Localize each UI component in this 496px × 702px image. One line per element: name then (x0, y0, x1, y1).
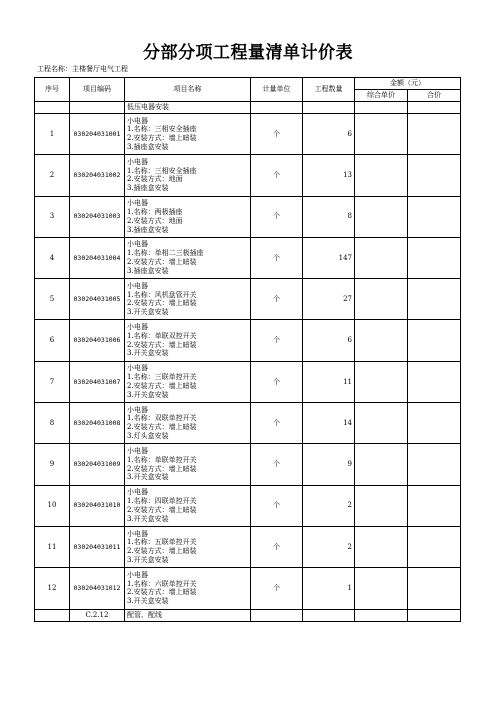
description-line: 2.安装方式：墙上暗装 (127, 505, 197, 514)
section-row-top (35, 102, 461, 114)
table-row (35, 361, 461, 402)
description-line: 3.开关盒安装 (127, 473, 169, 482)
row-unit-price (355, 485, 408, 526)
row-unit: 个 (251, 279, 303, 320)
row-seq: 6 (35, 320, 70, 361)
description-line: 1.名称：六联单控开关 (127, 579, 197, 588)
description-line: 2.安装方式：墙上暗装 (127, 423, 197, 432)
table-row (35, 485, 461, 526)
row-total (408, 320, 461, 361)
row-qty: 13 (303, 155, 355, 196)
table-row (35, 237, 461, 278)
row-code: 030204031002 (70, 155, 125, 196)
section-code: C.2.12 (70, 609, 125, 621)
description-line: 小电器 (127, 281, 148, 290)
description-line: 2.安装方式：地面 (127, 175, 183, 184)
row-unit-price (355, 196, 408, 237)
table-row (35, 526, 461, 567)
table-row (35, 279, 461, 320)
row-qty: 2 (303, 526, 355, 567)
table-row (35, 320, 461, 361)
description-line: 小电器 (127, 364, 148, 373)
description-line: 3.开关盒安装 (127, 349, 169, 358)
description-line: 小电器 (127, 405, 148, 414)
description-line: 小电器 (127, 529, 148, 538)
description-line: 1.名称：双联单控开关 (127, 414, 197, 423)
row-description (125, 444, 251, 485)
row-code: 030204031010 (70, 485, 125, 526)
row-unit: 个 (251, 155, 303, 196)
description-line: 1.名称：两极插座 (127, 207, 183, 216)
row-qty: 11 (303, 361, 355, 402)
description-line: 2.安装方式：墙上暗装 (127, 134, 197, 143)
row-unit: 个 (251, 526, 303, 567)
row-qty: 27 (303, 279, 355, 320)
section-empty (251, 609, 303, 621)
row-total (408, 526, 461, 567)
table-row (35, 444, 461, 485)
header-unit-price: 综合单价 (355, 90, 408, 102)
row-total (408, 403, 461, 444)
description-line: 3.插座盒安装 (127, 266, 169, 275)
row-description (125, 403, 251, 444)
row-description (125, 279, 251, 320)
description-line: 小电器 (127, 446, 148, 455)
section-row-bottom (35, 609, 461, 621)
page-title: 分部分项工程量清单计价表 (143, 43, 353, 63)
description-line: 小电器 (127, 323, 148, 332)
description-line: 2.安装方式：墙上暗装 (127, 381, 197, 390)
row-description (125, 320, 251, 361)
row-code: 030204031006 (70, 320, 125, 361)
section-empty (408, 609, 461, 621)
row-unit-price (355, 444, 408, 485)
row-code: 030204031005 (70, 279, 125, 320)
description-line: 3.开关盒安装 (127, 597, 169, 606)
project-name: 工程名称：主楼餐厅电气工程 (37, 65, 128, 73)
description-line: 1.名称：三联单控开关 (127, 373, 197, 382)
section-empty (355, 609, 408, 621)
row-unit-price (355, 568, 408, 609)
row-code: 030204031009 (70, 444, 125, 485)
section-name: 低压电器安装 (125, 102, 251, 114)
row-code: 030204031012 (70, 568, 125, 609)
row-code: 030204031008 (70, 403, 125, 444)
description-line: 3.开关盒安装 (127, 390, 169, 399)
row-unit: 个 (251, 485, 303, 526)
row-seq: 8 (35, 403, 70, 444)
row-unit: 个 (251, 196, 303, 237)
description-line: 小电器 (127, 240, 148, 249)
header-total: 合价 (408, 90, 461, 102)
row-seq: 10 (35, 485, 70, 526)
row-unit: 个 (251, 444, 303, 485)
row-description (125, 485, 251, 526)
row-total (408, 114, 461, 155)
description-line: 2.安装方式：地面 (127, 216, 183, 225)
row-qty: 14 (303, 403, 355, 444)
section-name: 配管、配线 (125, 609, 251, 621)
row-unit-price (355, 279, 408, 320)
table-row (35, 155, 461, 196)
description-line: 3.插座盒安装 (127, 142, 169, 151)
description-line: 小电器 (127, 116, 148, 125)
row-unit: 个 (251, 403, 303, 444)
header-code: 项目编码 (70, 78, 125, 102)
row-unit-price (355, 320, 408, 361)
row-qty: 6 (303, 320, 355, 361)
row-description (125, 568, 251, 609)
description-line: 小电器 (127, 570, 148, 579)
row-unit: 个 (251, 114, 303, 155)
row-unit: 个 (251, 361, 303, 402)
description-line: 2.安装方式：墙上暗装 (127, 588, 197, 597)
row-qty: 147 (303, 237, 355, 278)
row-qty: 1 (303, 568, 355, 609)
row-total (408, 444, 461, 485)
section-empty-seq (35, 609, 70, 621)
description-line: 1.名称：单联双控开关 (127, 331, 197, 340)
table-row (35, 403, 461, 444)
description-line: 2.安装方式：墙上暗装 (127, 299, 197, 308)
row-seq: 1 (35, 114, 70, 155)
row-unit: 个 (251, 320, 303, 361)
row-seq: 2 (35, 155, 70, 196)
description-line: 3.开关盒安装 (127, 514, 169, 523)
row-unit-price (355, 403, 408, 444)
row-seq: 11 (35, 526, 70, 567)
description-line: 3.插座盒安装 (127, 184, 169, 193)
description-line: 小电器 (127, 157, 148, 166)
row-total (408, 196, 461, 237)
row-description (125, 361, 251, 402)
row-unit: 个 (251, 237, 303, 278)
description-line: 3.插座盒安装 (127, 225, 169, 234)
header-qty: 工程数量 (303, 78, 355, 102)
row-unit-price (355, 361, 408, 402)
description-line: 1.名称：单联单控开关 (127, 455, 197, 464)
row-total (408, 279, 461, 320)
description-line: 1.名称：单相二三极插座 (127, 249, 204, 258)
table-row (35, 196, 461, 237)
row-code: 030204031007 (70, 361, 125, 402)
table-row (35, 114, 461, 155)
description-line: 1.名称：风机盘管开关 (127, 290, 197, 299)
row-unit-price (355, 155, 408, 196)
boq-table (34, 77, 461, 622)
description-line: 2.安装方式：墙上暗装 (127, 464, 197, 473)
row-total (408, 155, 461, 196)
row-qty: 8 (303, 196, 355, 237)
description-line: 1.名称：五联单控开关 (127, 538, 197, 547)
description-line: 1.名称：四联单控开关 (127, 497, 197, 506)
row-description (125, 526, 251, 567)
row-description (125, 196, 251, 237)
row-code: 030204031003 (70, 196, 125, 237)
row-seq: 3 (35, 196, 70, 237)
row-qty: 2 (303, 485, 355, 526)
row-total (408, 485, 461, 526)
section-empty (303, 609, 355, 621)
header-unit: 计量单位 (251, 78, 303, 102)
header-amount: 金额（元） (355, 78, 461, 90)
description-line: 3.开关盒安装 (127, 555, 169, 564)
header-seq: 序号 (35, 78, 70, 102)
row-unit-price (355, 114, 408, 155)
description-line: 1.名称：三相安全插座 (127, 166, 197, 175)
row-description (125, 237, 251, 278)
row-description (125, 114, 251, 155)
row-unit: 个 (251, 568, 303, 609)
row-unit-price (355, 237, 408, 278)
description-line: 2.安装方式：墙上暗装 (127, 547, 197, 556)
row-description (125, 155, 251, 196)
row-seq: 9 (35, 444, 70, 485)
row-code: 030204031011 (70, 526, 125, 567)
description-line: 1.名称：三相安全插座 (127, 125, 197, 134)
description-line: 2.安装方式：墙上暗装 (127, 258, 197, 267)
description-line: 3.开关盒安装 (127, 308, 169, 317)
row-seq: 7 (35, 361, 70, 402)
header-name: 项目名称 (125, 78, 251, 102)
row-code: 030204031004 (70, 237, 125, 278)
row-total (408, 361, 461, 402)
description-line: 3.灯头盒安装 (127, 432, 169, 441)
row-qty: 9 (303, 444, 355, 485)
row-unit-price (355, 526, 408, 567)
description-line: 2.安装方式：墙上暗装 (127, 340, 197, 349)
row-total (408, 237, 461, 278)
row-seq: 4 (35, 237, 70, 278)
row-total (408, 568, 461, 609)
row-seq: 5 (35, 279, 70, 320)
row-qty: 6 (303, 114, 355, 155)
description-line: 小电器 (127, 488, 148, 497)
description-line: 小电器 (127, 199, 148, 208)
row-seq: 12 (35, 568, 70, 609)
row-code: 030204031001 (70, 114, 125, 155)
table-row (35, 568, 461, 609)
